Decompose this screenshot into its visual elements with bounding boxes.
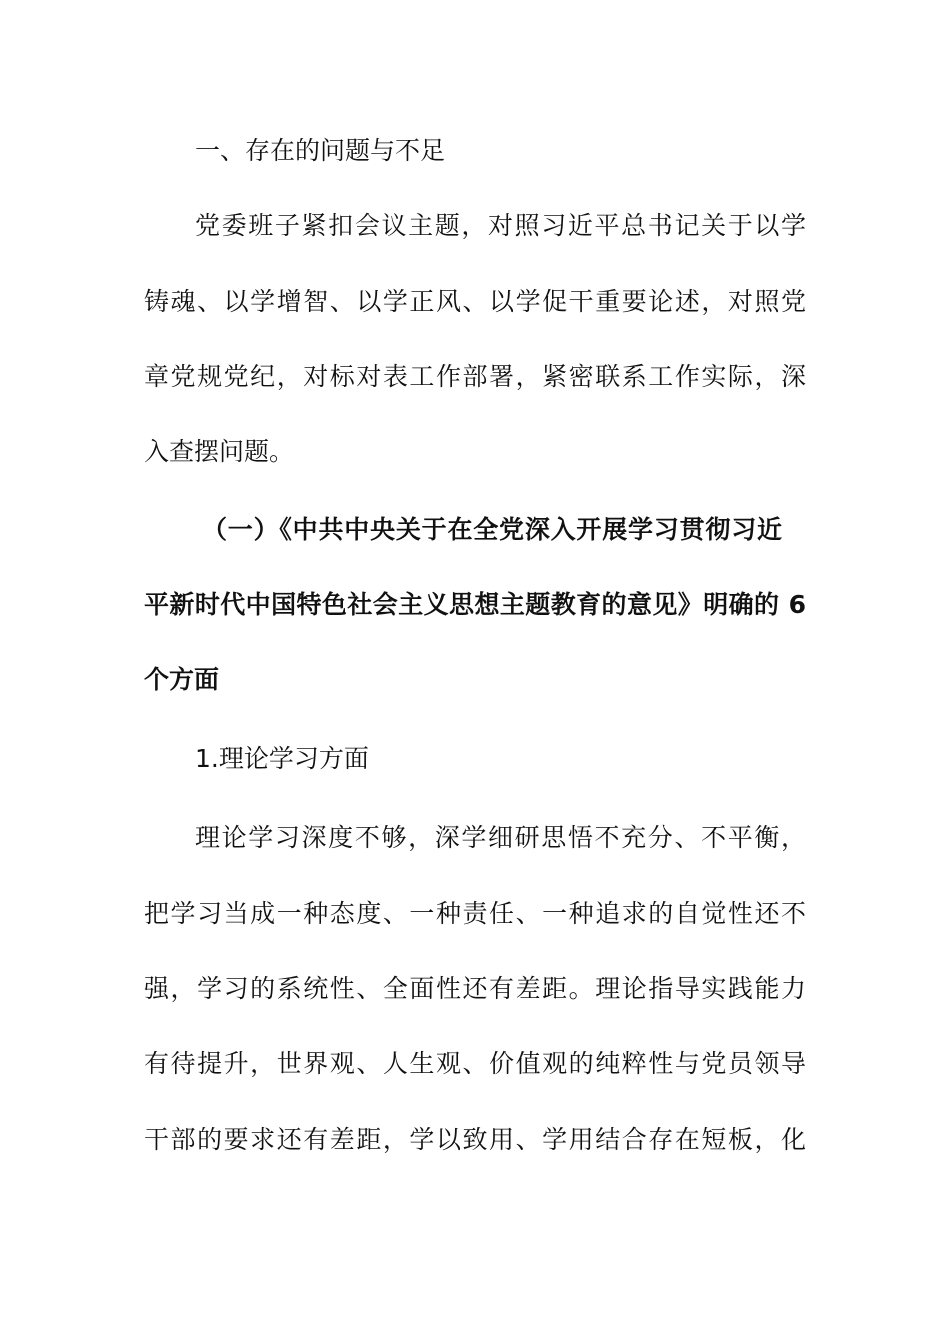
item-heading: 1.理论学习方面 [195, 744, 369, 773]
paragraph-line: 入查摆问题。 [144, 437, 295, 466]
subheading-line: （一）《中共中央关于在全党深入开展学习贯彻习近 [202, 515, 782, 544]
paragraph-line: 有待提升，世界观、人生观、价值观的纯粹性与党员领导 [144, 1049, 806, 1078]
paragraph-line: 铸魂、以学增智、以学正风、以学促干重要论述，对照党 [144, 287, 806, 316]
section-heading: 一、存在的问题与不足 [195, 136, 446, 165]
paragraph-line: 党委班子紧扣会议主题，对照习近平总书记关于以学 [195, 211, 806, 240]
paragraph-line: 强，学习的系统性、全面性还有差距。理论指导实践能力 [144, 974, 806, 1003]
paragraph-line: 章党规党纪，对标对表工作部署，紧密联系工作实际，深 [144, 362, 806, 391]
subheading-line: 平新时代中国特色社会主义思想主题教育的意见》明确的 6 [144, 590, 806, 619]
paragraph-line: 干部的要求还有差距，学以致用、学用结合存在短板，化 [144, 1125, 806, 1154]
paragraph-line: 理论学习深度不够，深学细研思悟不充分、不平衡， [195, 823, 806, 852]
subheading-line: 个方面 [144, 665, 220, 694]
paragraph-line: 把学习当成一种态度、一种责任、一种追求的自觉性还不 [144, 899, 806, 928]
